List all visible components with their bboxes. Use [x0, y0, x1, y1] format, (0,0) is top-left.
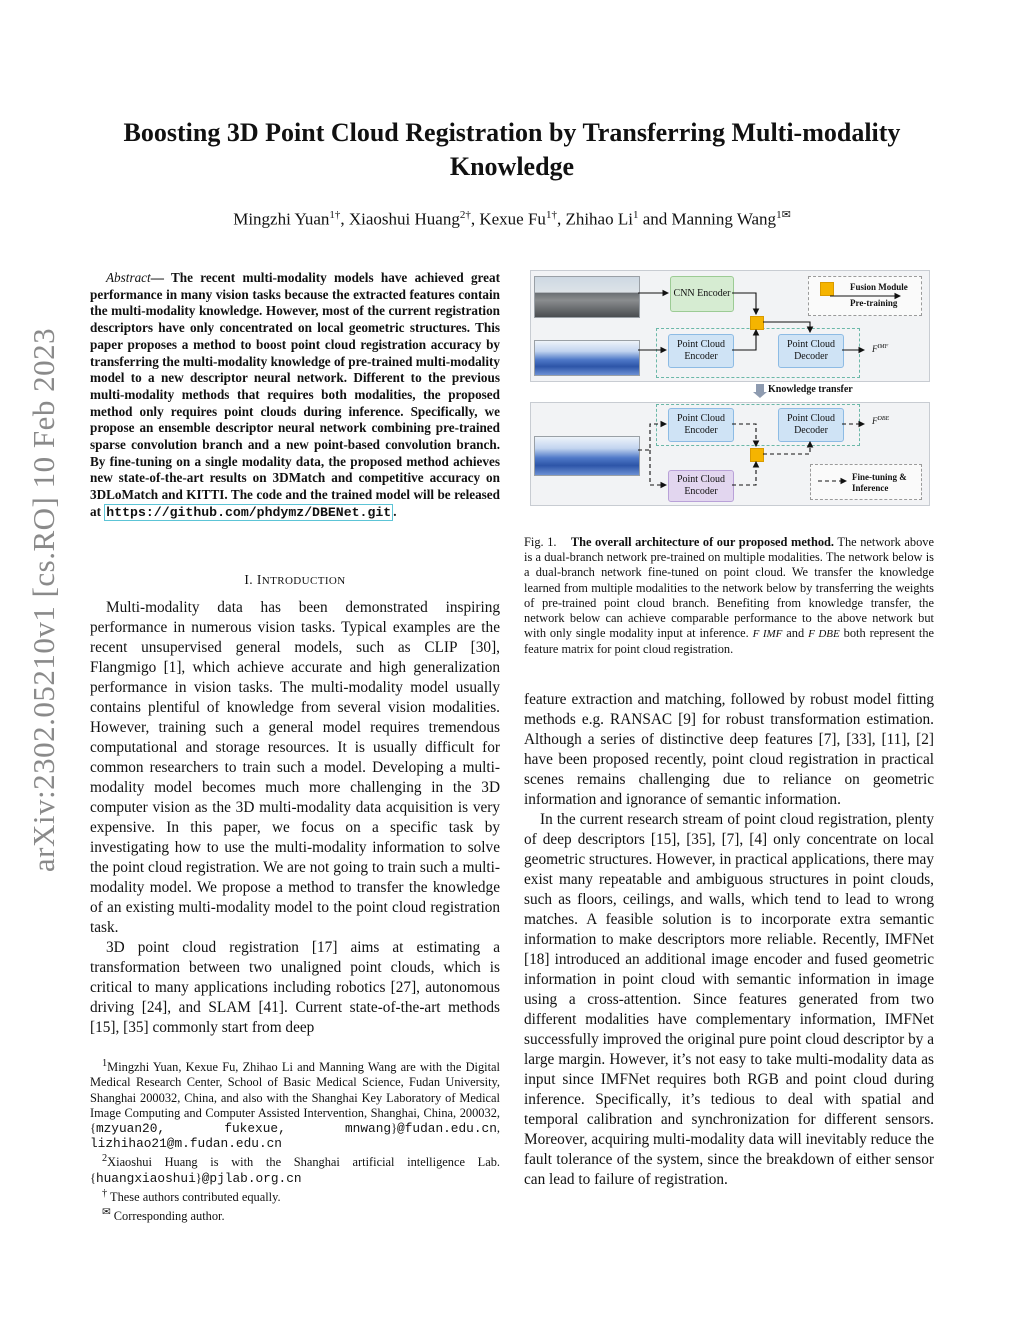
paper-title: Boosting 3D Point Cloud Registration by Transferring Multi-modality Knowledge — [123, 118, 901, 181]
footnotes — [90, 1056, 500, 1225]
code-link[interactable]: https://github.com/phdymz/DBENet.git — [106, 504, 392, 520]
f-dbe-label: $F^{DBE}$ — [872, 416, 890, 426]
author-affil: 1† — [329, 209, 341, 221]
legend-fusion-label: Fusion Module — [850, 282, 908, 292]
connector — [732, 462, 756, 485]
intro-body — [90, 598, 500, 1038]
abstract-label: Abstract — [106, 270, 151, 285]
paragraph: In the current research stream of point cloud registration, plenty of deep descriptors [15], [35], [7], [4] only concentrate on local geometric structures. However, in practical applications, there may exist many repeatable and ambiguous structures in point clouds, such as floors, ceilings, and walls, which tend to lead to wrong matches. A feasible solution is to incorporate extra semantic information to make descriptors more reliable. Recently, IMFNet [18] introduced an additional image encoder and fused geometric information in point cloud with semantic information in image using a cross-attention. Since features generated from two different modalities have complementary information, IMFNet successfully improved the original pure point cloud descriptor by a large margin. However, it’s not easy to take multi-modality data as input since IMFNet requires both RGB and point cloud during inference. Specifically, it’s tedious to deal with spatial and temporal calibration and synchronization for different sensors. Moreover, acquiring multi-modality data will inevitably reduce the fault tolerance of the system, since the breakdown of either sensor can lead to failure of registration. — [524, 811, 934, 1188]
author-name: Manning Wang — [671, 209, 777, 229]
author-affil: 1✉ — [776, 209, 791, 221]
author-name: Xiaoshui Huang — [348, 209, 460, 229]
knowledge-transfer-label: Knowledge transfer — [768, 384, 853, 395]
abstract-text: The recent multi-modality models have achieved great performance in many vision tasks because the extracted features contain the multi-modality knowledge. However, most of the current registration descriptors have only concentrated on local geometric structures. This paper proposes a method to boost point cloud registration accuracy by transferring the multi-modality knowledge of pre-trained multi-modality model to a new descriptor neural network. Different to the previous multi-modality methods that requires both modalities, the proposed method only requires point clouds during inference. Specifically, we propose an ensemble descriptor neural network combining pre-trained sparse convolution branch and a new point-based convolution branch. By fine-tuning on a single modality data, the proposed method achieves new state-of-the-art results on 3DMatch and competitive accuracy on 3DLoMatch and KITTI. The code and the trained model will be released at — [90, 270, 501, 519]
abstract: Abstract— The recent multi-modality models have achieved great performance in many vision tasks because the extracted features contain the multi-modality knowledge. However, most of the current registration descriptors have only concentrated on local geometric structures. This paper proposes a method to boost point cloud registration accuracy by transferring the multi-modality knowledge of pre-trained multi-modality model to a new descriptor neural network. Different to the previous multi-modality methods that requires both modalities, the proposed method only requires point clouds during inference. Specifically, we propose an ensemble descriptor neural network combining pre-trained sparse convolution branch and a new point-based convolution branch. By fine-tuning on a single modality data, the proposed method achieves new state-of-the-art results on 3DMatch and competitive accuracy on 3DLoMatch and KITTI. The code and the trained model will be released at https://github.com/phdymz/DBENet.git . — [90, 270, 501, 520]
architecture-figure — [530, 270, 930, 504]
legend-pretrain-label: Pre-training — [850, 298, 898, 308]
connector — [732, 424, 756, 446]
cnn-encoder-block: CNN Encoder — [670, 276, 734, 312]
paragraph: feature extraction and matching, followed by robust model fitting methods e.g. RANSAC [9] for robust transformation estimation. Although a series of distinctive deep features [7], [33], [11], [2] have been proposed recently, point cloud registration in practical scenes remains challenging due to reliance on geometric information and ignorance of semantic information. — [524, 691, 934, 808]
connector — [763, 322, 810, 332]
author-affil: 1† — [545, 209, 557, 221]
paragraph: Multi-modality data has been demonstrated inspiring performance in numerous vision tasks. Typical examples are the recent unsupervised general models, such as CLIP [30], Flangmigo [1], which achieve accurate and high generalization performance in vision tasks. The multi-modality model usually contains plentiful of knowledge from several vision modalities. However, training such a general model requires tremendous computational and storage resources. It is usually difficult for common researchers to train such a model. Developing a multi-modality model becomes much more challenging in the 3D computer vision as the 3D multi-modality data acquisition is very expensive. In this paper, we focus on a specific task by investigating how to use the multi-modality information to solve the point cloud registration. We are not going to train such a multi-modality model. We propose a method to transfer the knowledge of an existing multi-modality model to the point cloud registration task. — [90, 599, 500, 936]
arxiv-id: arXiv:2302.05210v1 [cs.RO] 10 Feb 2023 — [26, 327, 61, 873]
pc-decoder-block: Point Cloud Decoder — [778, 408, 844, 442]
author-name: Zhihao Li — [565, 209, 633, 229]
author-list: Mingzhi Yuan$^{1\dagger}$, Xiaoshui Huang$^{2\dagger}$, Kexue $Fu^{1\dagger}$, Zhihao Li$^1$ and Manning Wang$^{1✉}$ — [233, 209, 791, 229]
pc-encoder-block: Point Cloud Encoder — [668, 334, 734, 368]
email: mzyuan20, fukexue, mnwang — [95, 1120, 392, 1136]
pc-encoder-block: Point Cloud Encoder — [668, 408, 734, 442]
footnote-2: $^2$Xiaoshui Huang is with the Shanghai artificial intelligence Lab. {huangxiaoshui}@pjlab.org.cn — [90, 1153, 500, 1186]
connector — [650, 450, 666, 485]
author-affil: 1 — [632, 209, 639, 221]
paragraph: 3D point cloud registration [17] aims at estimating a transformation between two unaligned point clouds, which is critical to many applications including robotics [27], autonomous driving [24], and SLAM [41]. Current state-of-the-art methods [15], [35] commonly start from deep — [90, 939, 500, 1036]
connector — [732, 330, 756, 350]
caption-label: Fig. 1. — [524, 535, 557, 549]
email: lizhihao21@m.fudan.edu.cn — [90, 1136, 282, 1152]
pc-encoder-new-block: Point Cloud Encoder — [668, 470, 734, 502]
pc-decoder-block: Point Cloud Decoder — [778, 334, 844, 368]
author-name: Mingzhi Yuan — [233, 209, 330, 229]
footnote-3: † These authors contributed equally. — [102, 1187, 281, 1204]
author-affil: 2† — [459, 209, 471, 221]
connector — [638, 424, 666, 450]
figure-connectors — [530, 270, 930, 504]
email: huangxiaoshui — [95, 1170, 196, 1186]
connector — [732, 293, 756, 314]
legend-finetune-label: Fine-tuning & Inference — [852, 472, 907, 493]
figure-caption: Fig. 1. The overall architecture of our proposed method. The network above is a dual-branch network pre-trained on multiple modalities. The network below is a dual-branch network fine-tuned on point cloud. We transfer the knowledge learned from multiple modalities to the network below by transferring the weights of pre-trained point cloud branch. Benefiting from knowledge transfer, the network below can achieve comparable performance to the above network but with only single modality input at inference. F IMF and F DBE both represent the feature matrix for point cloud registration. — [524, 535, 935, 657]
footnote-1: $^1$Mingzhi Yuan, Kexue Fu, Zhihao Li and Manning Wang are with the Digital Medical Research Center, School of Basic Medical Science, Fudan University, Shanghai 200032, China, and also with the Shanghai Key Laboratory of Medical Image Computing and Computer Assisted Intervention, Shanghai, China, 200032, {mzyuan20, fukexue, mnwang}@fudan.edu.cn, lizhihao21@m.fudan.edu.cn — [90, 1058, 500, 1152]
f-imf-label: $F^{IMF}$ — [872, 344, 889, 354]
connector — [763, 442, 810, 454]
footnote-4: ✉ Corresponding author. — [102, 1207, 225, 1224]
section-heading-introduction: I. INTRODUCTION — [244, 572, 346, 587]
author-name: Kexue Fu — [479, 209, 546, 229]
right-column-body — [524, 690, 934, 1190]
